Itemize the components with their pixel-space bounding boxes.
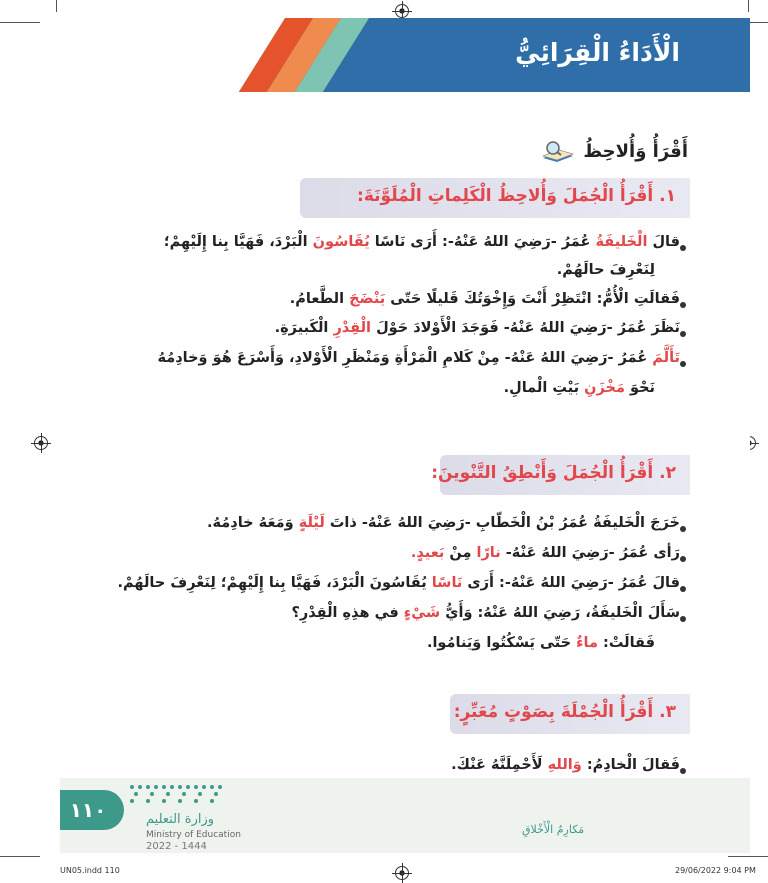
ministry-name-english: Ministry of Education: [146, 830, 241, 840]
bullet: [680, 361, 686, 367]
bullet: [680, 331, 686, 337]
crop-mark: [0, 22, 40, 23]
text-line: قالَ عُمَرُ -رَضِيَ اللهُ عَنْهُ-: أَرَى نَاسًا يُقَاسُونَ الْبَرْدَ، فَهَيَّا بِنا إِلَيْهِمْ؛ لِنَعْرِفَ حالَهُمْ.: [117, 575, 680, 591]
registration-mark-icon: [395, 866, 409, 880]
bullet: [680, 556, 686, 562]
text-line: لِنَعْرِفَ حالَهُمْ.: [556, 262, 655, 278]
page-number-badge: ١١٠: [60, 790, 124, 830]
ministry-name-arabic: وزارة التعليم: [146, 812, 215, 827]
text-line: قالَ الْخَليفَةُ عُمَرُ -رَضِيَ اللهُ عَنْهُ-: أَرَى نَاسًا يُقَاسُونَ الْبَرْدَ، فَهَيَّا بِنا إِلَيْهِمْ؛: [163, 234, 680, 250]
text-line: نَظَرَ عُمَرُ -رَضِيَ اللهُ عَنْهُ- فَوَجَدَ الْأَوْلادَ حَوْلَ الْقِدْرِ الْكَبيرَةِ.: [274, 320, 680, 336]
text-line: فَقالَتْ: ماءٌ حَتّى يَسْكُتُوا وَيَنامُوا.: [426, 635, 655, 651]
text-line: خَرَجَ الْخَليفَةُ عُمَرُ بْنُ الْخَطّابِ -رَضِيَ اللهُ عَنْهُ- ذاتَ لَيْلَةٍ وَمَعَهُ خادِمُهُ.: [207, 515, 680, 531]
exercise-2-title-band: [431, 455, 690, 495]
bullet: [680, 302, 686, 308]
registration-mark-icon: [395, 4, 409, 18]
page-title: الْأَدَاءُ الْقِرَائِيُّ: [515, 38, 680, 67]
bullet: [680, 768, 686, 774]
exercise-1-title: ١. أَقْرَأُ الْجُمَلَ وَأُلاحِظُ الْكَلِماتِ الْمُلَوَّنَةَ:: [357, 186, 676, 206]
text-line: رَأى عُمَرُ -رَضِيَ اللهُ عَنْهُ- نارًا مِنْ بَعيدٍ.: [410, 545, 680, 561]
series-name: مَكارِمُ الْأَخْلاقِ: [522, 823, 585, 836]
page-header-banner: [60, 18, 750, 92]
exercise-3-title: ٣. أَقْرَأُ الْجُمْلَةَ بِصَوْتٍ مُعَبِّرٍ:: [453, 702, 676, 722]
print-slug-date: 29/06/2022 9:04 PM: [675, 866, 756, 875]
registration-mark-icon: [34, 436, 48, 450]
section-title: أَقْرَأُ وَأُلاحِظُ: [583, 141, 688, 162]
bullet: [680, 586, 686, 592]
bullet: [680, 245, 686, 251]
exercise-3-title-band: [450, 694, 690, 734]
text-line: تَأَلَّمَ عُمَرُ -رَضِيَ اللهُ عَنْهُ- مِنْ كَلامِ الْمَرْأَةِ وَمَنْظَرِ الْأَوْلادِ، وَأَسْرَعَ هُوَ وَخادِمُهُ: [157, 350, 680, 366]
bullet: [680, 526, 686, 532]
crop-mark: [0, 856, 40, 857]
text-line: فَقالَ الْخادِمُ: وَاللهِ لَأَحْمِلَنَّهُ عَنْكَ.: [451, 757, 680, 773]
text-line: فَقالَتِ الْأُمُّ: انْتَظِرْ أَنْتَ وَإِخْوَتُكَ قَليلًا حَتّى يَنْضَجَ الطَّعامُ.: [289, 291, 680, 307]
text-line: سَأَلَ الْخَليفَةُ، رَضِيَ اللهُ عَنْهُ: وَأَيُّ شَيْءٍ في هذِهِ الْقِدْرِ؟: [291, 605, 680, 621]
exercise-1-title-band: [300, 178, 690, 218]
book-magnifier-icon: [541, 140, 575, 166]
text-line: نَحْوَ مَخْزَنِ بَيْتِ الْمالِ.: [503, 380, 655, 396]
ministry-logo-icon: [126, 782, 236, 804]
print-slug-file: UN05.indd 110: [60, 866, 120, 875]
crop-mark: [728, 856, 768, 857]
crop-mark: [748, 0, 749, 12]
book-page: [60, 18, 750, 853]
edition-year: 2022 - 1444: [146, 841, 207, 852]
crop-mark: [56, 0, 57, 12]
bullet: [680, 616, 686, 622]
exercise-2-title: ٢. أَقْرَأُ الْجُمَلَ وَأَنْطِقُ التَّنْوينَ:: [431, 463, 676, 483]
